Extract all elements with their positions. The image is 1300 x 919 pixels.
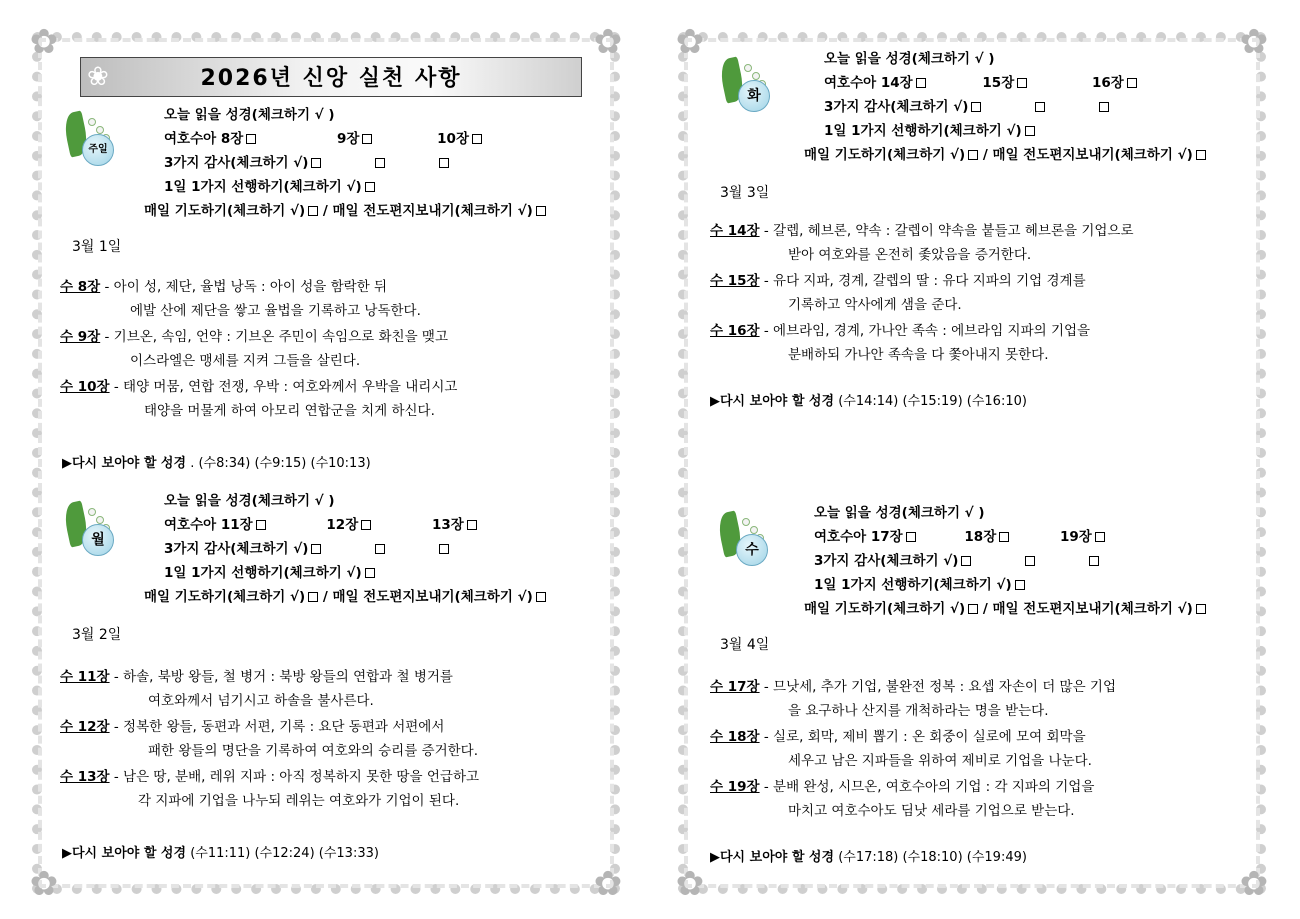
entry-line: 분배하되 가나안 족속을 다 쫓아내지 못한다.: [788, 347, 1049, 363]
thanks-checklist: 3가지 감사(체크하기 √): [164, 540, 449, 558]
day-badge: 수: [736, 534, 768, 566]
checkbox[interactable]: [246, 134, 256, 144]
good-deed-checklist: 1일 1가지 선행하기(체크하기 √): [814, 576, 1025, 594]
prayer-letter-checklist: 매일 기도하기(체크하기 √) / 매일 전도편지보내기(체크하기 √): [804, 146, 1206, 164]
good-deed-checklist: 1일 1가지 선행하기(체크하기 √): [164, 564, 375, 582]
review-line: ▶다시 보아야 할 성경 (수11:11) (수12:24) (수13:33): [62, 846, 379, 861]
prayer-letter-checklist: 매일 기도하기(체크하기 √) / 매일 전도편지보내기(체크하기 √): [144, 202, 546, 220]
right-page: [675, 22, 1269, 904]
lily-badge-icon: [720, 58, 766, 118]
entry-line: 수 12장 - 정복한 왕들, 동편과 서편, 기록 : 요단 동편과 서편에서: [60, 719, 445, 735]
day-badge: 월: [82, 524, 114, 556]
date-label: 3월 4일: [720, 637, 770, 653]
entry-line: 수 13장 - 남은 땅, 분배, 레위 지파 : 아직 정복하지 못한 땅을 언급하고: [60, 769, 480, 785]
entry-line: 세우고 남은 지파들을 위하여 제비로 기업을 나눈다.: [788, 753, 1092, 769]
entry-line: 받아 여호와를 온전히 좇았음을 증거한다.: [788, 247, 1032, 263]
checkbox[interactable]: [999, 532, 1009, 542]
lily-badge-icon: [64, 112, 110, 172]
chapter-checklist: 여호수아 17장 18장 19장: [814, 528, 1105, 546]
entry-line: 수 18장 - 실로, 회막, 제비 뽑기 : 온 회중이 실로에 모여 회막을: [710, 729, 1086, 745]
flower-ornament-icon: ✿: [675, 864, 705, 904]
entry-line: 기록하고 악사에게 샘을 준다.: [788, 297, 962, 313]
good-deed-checklist: 1일 1가지 선행하기(체크하기 √): [164, 178, 375, 196]
checkbox[interactable]: [1015, 580, 1025, 590]
title-banner: [80, 57, 582, 97]
entry-line: 수 8장 - 아이 성, 제단, 율법 낭독 : 아이 성을 함락한 뒤: [60, 279, 388, 295]
chapter-checklist: 여호수아 11장 12장 13장: [164, 516, 477, 534]
checkbox[interactable]: [961, 556, 971, 566]
prayer-letter-checklist: 매일 기도하기(체크하기 √) / 매일 전도편지보내기(체크하기 √): [144, 588, 546, 606]
checkbox[interactable]: [439, 544, 449, 554]
flower-ornament-icon: ✿: [675, 22, 705, 62]
entry-line: 각 지파에 기업을 나누되 레위는 여호와가 기업이 된다.: [138, 793, 460, 809]
checkbox[interactable]: [1196, 604, 1206, 614]
review-line: ▶다시 보아야 할 성경 (수17:18) (수18:10) (수19:49): [710, 850, 1027, 865]
checkbox[interactable]: [1095, 532, 1105, 542]
read-label: 오늘 읽을 성경(체크하기 √ ): [824, 51, 995, 67]
flower-ornament-icon: ✿: [29, 864, 59, 904]
checkbox[interactable]: [536, 592, 546, 602]
entry-line: 패한 왕들의 명단을 기록하여 여호와의 승리를 증거한다.: [148, 743, 478, 759]
checkbox[interactable]: [968, 604, 978, 614]
checkbox[interactable]: [375, 544, 385, 554]
date-label: 3월 1일: [72, 239, 122, 255]
checkbox[interactable]: [968, 150, 978, 160]
date-label: 3월 3일: [720, 185, 770, 201]
entry-line: 수 15장 - 유다 지파, 경계, 갈렙의 딸 : 유다 지파의 기업 경계를: [710, 273, 1086, 289]
checkbox[interactable]: [1089, 556, 1099, 566]
checkbox[interactable]: [1035, 102, 1045, 112]
left-page: [29, 22, 623, 904]
checkbox[interactable]: [1127, 78, 1137, 88]
checkbox[interactable]: [536, 206, 546, 216]
checkbox[interactable]: [1025, 126, 1035, 136]
entry-line: 수 19장 - 분배 완성, 시므온, 여호수아의 기업 : 각 지파의 기업을: [710, 779, 1095, 795]
checkbox[interactable]: [375, 158, 385, 168]
day-badge: 주일: [82, 134, 114, 166]
chapter-checklist: 여호수아 8장 9장 10장: [164, 130, 482, 148]
checkbox[interactable]: [1196, 150, 1206, 160]
checkbox[interactable]: [311, 544, 321, 554]
checkbox[interactable]: [311, 158, 321, 168]
entry-line: 이스라엘은 맹세를 지켜 그들을 살린다.: [130, 353, 361, 369]
page-title: 2026년 신앙 실천 사항: [200, 66, 462, 91]
checkbox[interactable]: [308, 206, 318, 216]
read-label: 오늘 읽을 성경(체크하기 √ ): [164, 107, 335, 123]
thanks-checklist: 3가지 감사(체크하기 √): [824, 98, 1109, 116]
chapter-checklist: 여호수아 14장 15장 16장: [824, 74, 1137, 92]
checkbox[interactable]: [362, 134, 372, 144]
thanks-checklist: 3가지 감사(체크하기 √): [164, 154, 449, 172]
entry-line: 수 16장 - 에브라임, 경계, 가나안 족속 : 에브라임 지파의 기업을: [710, 323, 1091, 339]
review-line: ▶다시 보아야 할 성경 (수14:14) (수15:19) (수16:10): [710, 394, 1027, 409]
entry-line: 에발 산에 제단을 쌓고 율법을 기록하고 낭독한다.: [130, 303, 421, 319]
lily-badge-icon: [718, 512, 764, 572]
flower-ornament-icon: ✿: [593, 864, 623, 904]
entry-line: 수 10장 - 태양 머뭄, 연합 전쟁, 우박 : 여호와께서 우박을 내리시고: [60, 379, 458, 395]
entry-line: 태양을 머물게 하여 아모리 연합군을 치게 하신다.: [144, 403, 435, 419]
flower-ornament-icon: ✿: [1239, 22, 1269, 62]
checkbox[interactable]: [1017, 78, 1027, 88]
entry-line: 을 요구하나 산지를 개척하라는 명을 받는다.: [788, 703, 1049, 719]
checkbox[interactable]: [365, 568, 375, 578]
entry-line: 수 14장 - 갈렙, 헤브론, 약속 : 갈렙이 약속을 붙들고 헤브론을 기업으로: [710, 223, 1134, 239]
read-label: 오늘 읽을 성경(체크하기 √ ): [164, 493, 335, 509]
checkbox[interactable]: [472, 134, 482, 144]
checkbox[interactable]: [916, 78, 926, 88]
day-badge: 화: [738, 80, 770, 112]
checkbox[interactable]: [439, 158, 449, 168]
good-deed-checklist: 1일 1가지 선행하기(체크하기 √): [824, 122, 1035, 140]
flower-ornament-icon: ✿: [593, 22, 623, 62]
checkbox[interactable]: [906, 532, 916, 542]
checkbox[interactable]: [971, 102, 981, 112]
flower-ornament-icon: ✿: [29, 22, 59, 62]
checkbox[interactable]: [308, 592, 318, 602]
entry-line: 수 9장 - 기브온, 속임, 언약 : 기브온 주민이 속임으로 화친을 맺고: [60, 329, 449, 345]
entry-line: 여호와께서 넘기시고 하솔을 불사른다.: [148, 693, 374, 709]
prayer-letter-checklist: 매일 기도하기(체크하기 √) / 매일 전도편지보내기(체크하기 √): [804, 600, 1206, 618]
read-label: 오늘 읽을 성경(체크하기 √ ): [814, 505, 985, 521]
checkbox[interactable]: [361, 520, 371, 530]
entry-line: 수 17장 - 므낫세, 추가 기업, 불완전 정복 : 요셉 자손이 더 많은 기업: [710, 679, 1116, 695]
checkbox[interactable]: [256, 520, 266, 530]
checkbox[interactable]: [1099, 102, 1109, 112]
review-line: ▶다시 보아야 할 성경 . (수8:34) (수9:15) (수10:13): [62, 456, 371, 471]
entry-line: 수 11장 - 하솔, 북방 왕들, 철 병거 : 북방 왕들의 연합과 철 병거를: [60, 669, 453, 685]
checkbox[interactable]: [467, 520, 477, 530]
entry-line: 마치고 여호수아도 딤낫 세라를 기업으로 받는다.: [788, 803, 1075, 819]
date-label: 3월 2일: [72, 627, 122, 643]
daisy-icon: ❀: [87, 62, 109, 92]
thanks-checklist: 3가지 감사(체크하기 √): [814, 552, 1099, 570]
checkbox[interactable]: [365, 182, 375, 192]
flower-ornament-icon: ✿: [1239, 864, 1269, 904]
checkbox[interactable]: [1025, 556, 1035, 566]
lily-badge-icon: [64, 502, 110, 562]
